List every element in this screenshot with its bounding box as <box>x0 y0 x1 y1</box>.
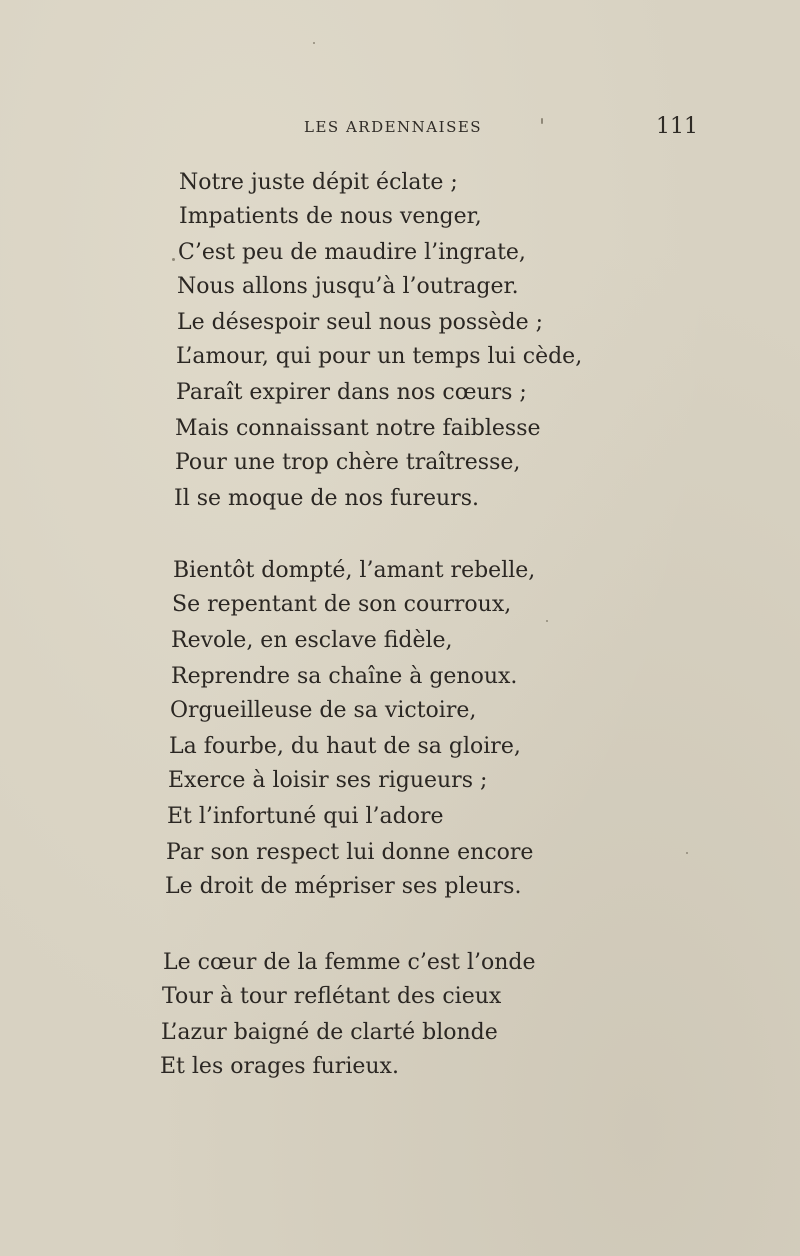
verse-line: Paraît expirer dans nos cœurs ; <box>176 380 527 405</box>
verse-line: Reprendre sa chaîne à genoux. <box>171 664 518 689</box>
verse-line: Se repentant de son courroux, <box>172 592 512 617</box>
verse-line: Par son respect lui donne encore <box>166 840 534 865</box>
verse-line: Pour une trop chère traîtresse, <box>175 450 521 475</box>
paper-speck <box>313 42 315 44</box>
paper-speck <box>546 620 548 622</box>
verse-line: La fourbe, du haut de sa gloire, <box>169 734 521 759</box>
verse-line: Il se moque de nos fureurs. <box>174 486 480 511</box>
verse-line: Notre juste dépit éclate ; <box>179 170 458 195</box>
verse-line: Revole, en esclave fidèle, <box>171 628 453 653</box>
page-header <box>0 114 800 144</box>
verse-line: L’azur baigné de clarté blonde <box>161 1020 498 1045</box>
verse-line: Et l’infortuné qui l’adore <box>167 804 444 829</box>
verse-line: Le désespoir seul nous possède ; <box>177 310 544 335</box>
verse-line: Le droit de mépriser ses pleurs. <box>165 874 522 899</box>
verse-line: Bientôt dompté, l’amant rebelle, <box>173 558 536 583</box>
page-number: 111 <box>656 114 698 139</box>
verse-line: Tour à tour reflétant des cieux <box>162 984 502 1009</box>
verse-line: Le cœur de la femme c’est l’onde <box>163 950 536 975</box>
paper-speck <box>686 852 688 854</box>
paper-speck <box>172 258 175 261</box>
running-title: LES ARDENNAISES <box>304 118 483 136</box>
paper-speck <box>541 118 543 124</box>
verse-line: Impatients de nous venger, <box>179 204 482 229</box>
verse-line: Mais connaissant notre faiblesse <box>175 416 541 441</box>
verse-line: Et les orages furieux. <box>160 1054 399 1079</box>
verse-line: Exerce à loisir ses rigueurs ; <box>168 768 488 793</box>
verse-line: L’amour, qui pour un temps lui cède, <box>176 344 583 369</box>
verse-line: Orgueilleuse de sa victoire, <box>170 698 477 723</box>
verse-line: C’est peu de maudire l’ingrate, <box>178 240 526 265</box>
verse-line: Nous allons jusqu’à l’outrager. <box>177 274 519 299</box>
